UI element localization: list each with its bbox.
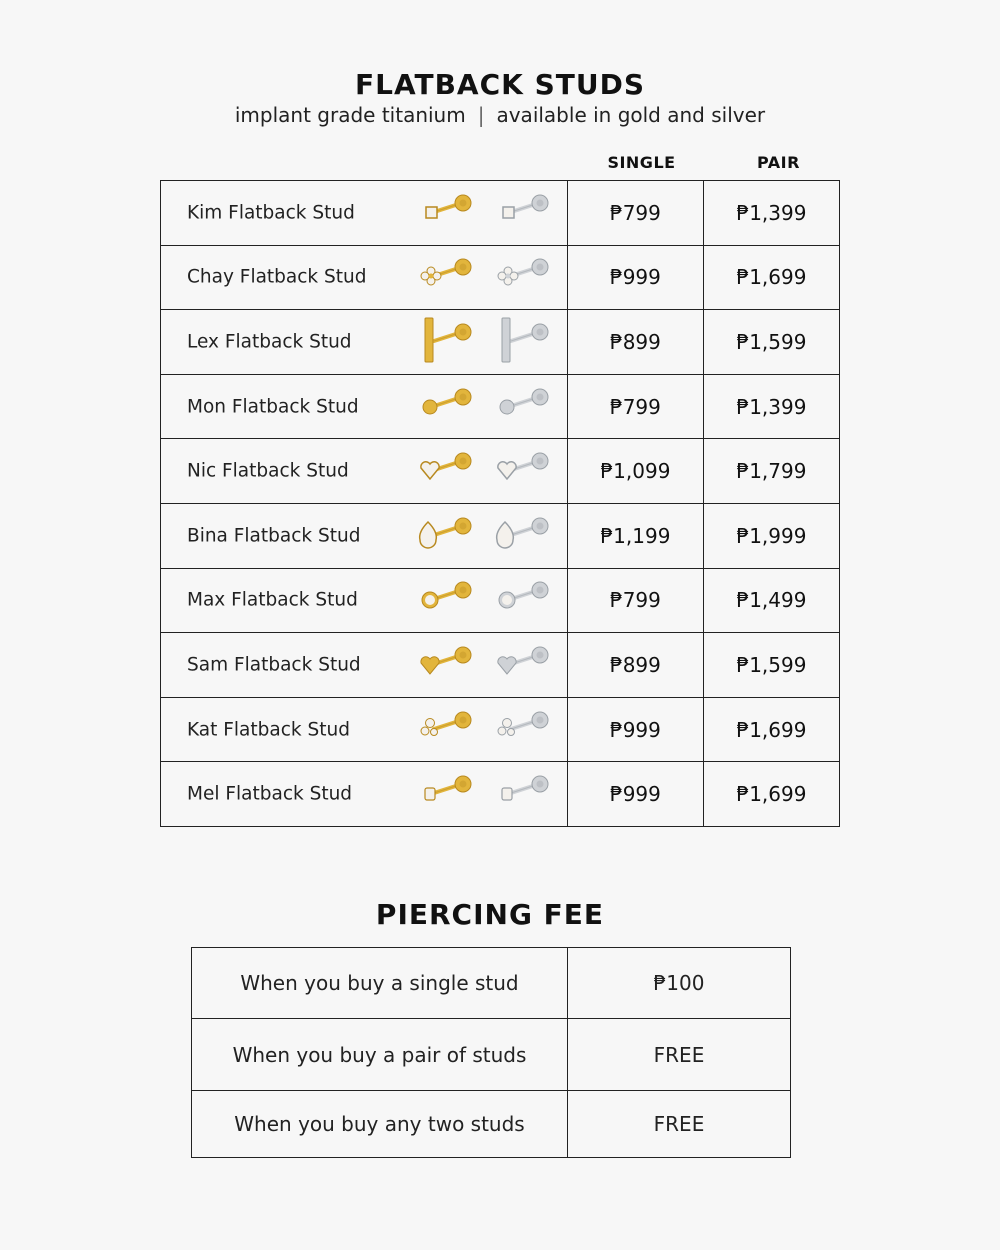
price-single: ₱799 [567,568,703,633]
product-name: Kim Flatback Stud [187,202,355,224]
flower-gem-stud-icon-gold [416,251,474,303]
product-name: Bina Flatback Stud [187,525,361,547]
price-single: ₱799 [567,181,703,246]
fee-row [192,1091,791,1158]
fee-condition: When you buy any two studs [192,1091,568,1158]
price-table [160,180,840,827]
price-pair: ₱1,499 [703,568,839,633]
product-name-cell [161,374,568,439]
product-name: Max Flatback Stud [187,589,358,611]
product-name: Lex Flatback Stud [187,331,352,353]
price-single: ₱999 [567,245,703,310]
ball-stud-icon-silver [493,381,551,433]
subtitle-material: implant grade titanium [234,103,466,127]
product-row [161,762,840,827]
flower-gem-stud-icon-silver [493,251,551,303]
heart-gem-stud-icon-silver [493,445,551,497]
bezel-gem-stud-icon-gold [416,574,474,626]
price-pair: ₱1,399 [703,181,839,246]
price-single: ₱1,199 [567,503,703,568]
cluster-gem-stud-icon-gold [416,704,474,756]
column-header-pair: PAIR [757,153,800,172]
product-name: Chay Flatback Stud [187,266,367,288]
fee-amount: ₱100 [568,948,791,1019]
price-pair: ₱1,799 [703,439,839,504]
price-single: ₱899 [567,633,703,698]
product-name-cell [161,181,568,246]
square-gem-stud-icon-silver [493,187,551,239]
product-row [161,181,840,246]
fee-row [192,1019,791,1091]
pearl-stud-icon-gold [416,768,474,820]
product-name-cell [161,310,568,375]
price-pair: ₱1,699 [703,697,839,762]
price-pair: ₱1,399 [703,374,839,439]
bezel-gem-stud-icon-silver [493,574,551,626]
price-single: ₱899 [567,310,703,375]
product-row [161,503,840,568]
ball-stud-icon-gold [416,381,474,433]
pear-gem-stud-icon-silver [493,510,551,562]
pearl-stud-icon-silver [493,768,551,820]
product-name: Kat Flatback Stud [187,719,350,741]
price-pair: ₱1,999 [703,503,839,568]
product-name-cell [161,633,568,698]
price-pair: ₱1,599 [703,310,839,375]
fee-row [192,948,791,1019]
bar-stud-icon-gold [416,316,474,368]
product-row [161,245,840,310]
product-name-cell [161,439,568,504]
product-name-cell [161,568,568,633]
heart-gem-stud-icon-gold [416,445,474,497]
product-row [161,633,840,698]
bar-stud-icon-silver [493,316,551,368]
column-header-single: SINGLE [607,153,676,172]
heart-stud-icon-gold [416,639,474,691]
price-single: ₱999 [567,762,703,827]
subtitle [0,103,1000,127]
square-gem-stud-icon-gold [416,187,474,239]
product-name: Mel Flatback Stud [187,783,353,805]
product-name-cell [161,245,568,310]
product-name-cell [161,503,568,568]
piercing-fee-title: PIERCING FEE [375,898,605,931]
subtitle-finishes: available in gold and silver [496,103,766,127]
fee-amount: FREE [568,1091,791,1158]
fee-condition: When you buy a pair of studs [192,1019,568,1091]
page-title: FLATBACK STUDS [355,68,645,101]
product-row [161,310,840,375]
price-pair: ₱1,699 [703,762,839,827]
cluster-gem-stud-icon-silver [493,704,551,756]
price-single: ₱999 [567,697,703,762]
price-pair: ₱1,599 [703,633,839,698]
pear-gem-stud-icon-gold [416,510,474,562]
product-row [161,439,840,504]
product-name: Nic Flatback Stud [187,460,349,482]
price-pair: ₱1,699 [703,245,839,310]
price-single: ₱1,099 [567,439,703,504]
product-row [161,374,840,439]
piercing-fee-table [191,947,791,1158]
fee-amount: FREE [568,1019,791,1091]
product-name: Mon Flatback Stud [187,396,359,418]
subtitle-separator: | [477,103,485,127]
fee-condition: When you buy a single stud [192,948,568,1019]
product-row [161,568,840,633]
heart-stud-icon-silver [493,639,551,691]
product-name-cell [161,762,568,827]
product-name: Sam Flatback Stud [187,654,361,676]
price-single: ₱799 [567,374,703,439]
product-name-cell [161,697,568,762]
product-row [161,697,840,762]
